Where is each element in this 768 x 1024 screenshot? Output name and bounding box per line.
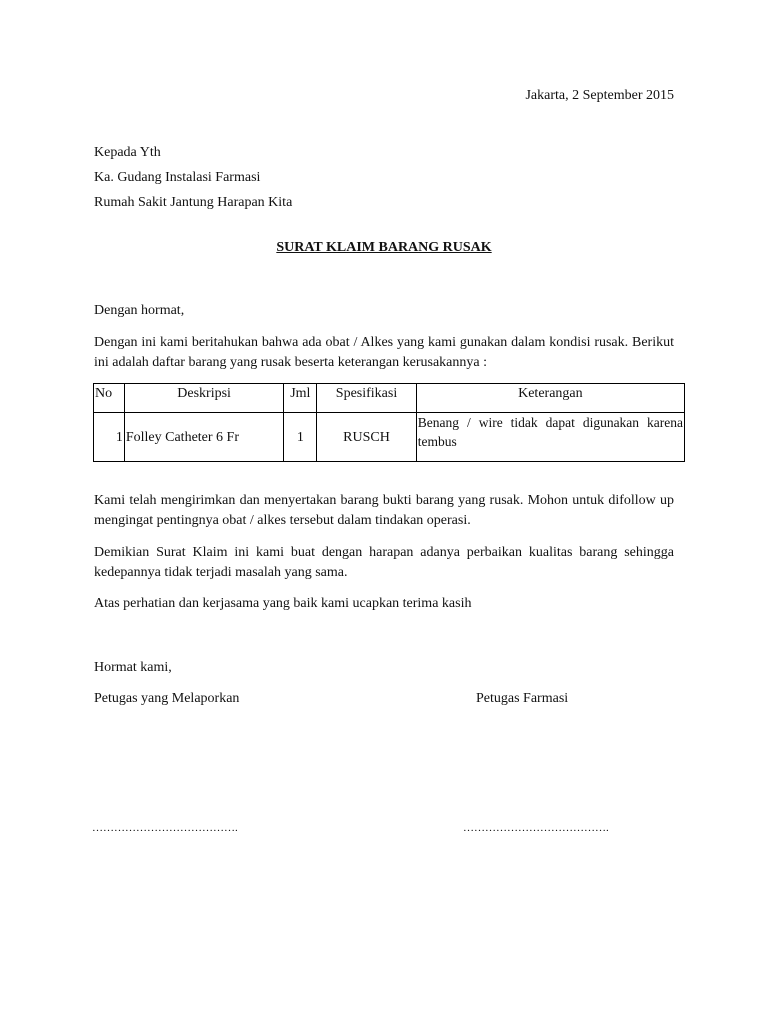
recipient-line-3: Rumah Sakit Jantung Harapan Kita: [94, 195, 293, 210]
body-paragraph-2: Demikian Surat Klaim ini kami buat dengan harapan adanya perbaikan kualitas barang sehingga kedepannya tidak terjadi masalah yang sama.: [94, 545, 674, 580]
cell-no: 1: [94, 413, 125, 462]
table-row: [94, 413, 685, 462]
signature-line-right: ………………………………….: [463, 822, 609, 834]
recipient-line-2: Ka. Gudang Instalasi Farmasi: [94, 170, 261, 185]
header-keterangan: Keterangan: [416, 384, 684, 413]
greeting: Dengan hormat,: [94, 303, 185, 318]
recipient-line-1: Kepada Yth: [94, 145, 161, 160]
damaged-items-table: [93, 383, 685, 462]
signature-line-left: ………………………………….: [92, 822, 238, 834]
cell-deskripsi: Folley Catheter 6 Fr: [124, 413, 284, 462]
cell-keterangan: Benang / wire tidak dapat digunakan karena tembus: [416, 413, 684, 462]
closing: Hormat kami,: [94, 660, 172, 675]
cell-jml: 1: [284, 413, 317, 462]
header-deskripsi: Deskripsi: [124, 384, 284, 413]
signature-label-left: Petugas yang Melaporkan: [94, 691, 240, 706]
cell-spesifikasi: RUSCH: [317, 413, 417, 462]
table-header-row: [94, 384, 685, 413]
body-paragraph-3: Atas perhatian dan kerjasama yang baik kami ucapkan terima kasih: [94, 596, 472, 611]
place-date: Jakarta, 2 September 2015: [525, 88, 674, 103]
intro-paragraph: Dengan ini kami beritahukan bahwa ada obat / Alkes yang kami gunakan dalam kondisi rusak. Berikut ini adalah daftar barang yang rusak beserta keterangan kerusakannya :: [94, 335, 674, 370]
header-jml: Jml: [284, 384, 317, 413]
header-spesifikasi: Spesifikasi: [317, 384, 417, 413]
letter-title: SURAT KLAIM BARANG RUSAK: [276, 240, 492, 255]
header-no: No: [94, 384, 125, 413]
body-paragraph-1: Kami telah mengirimkan dan menyertakan barang bukti barang yang rusak. Mohon untuk difollow up mengingat pentingnya obat / alkes tersebut dalam tindakan operasi.: [94, 493, 674, 528]
signature-label-right: Petugas Farmasi: [476, 691, 569, 706]
